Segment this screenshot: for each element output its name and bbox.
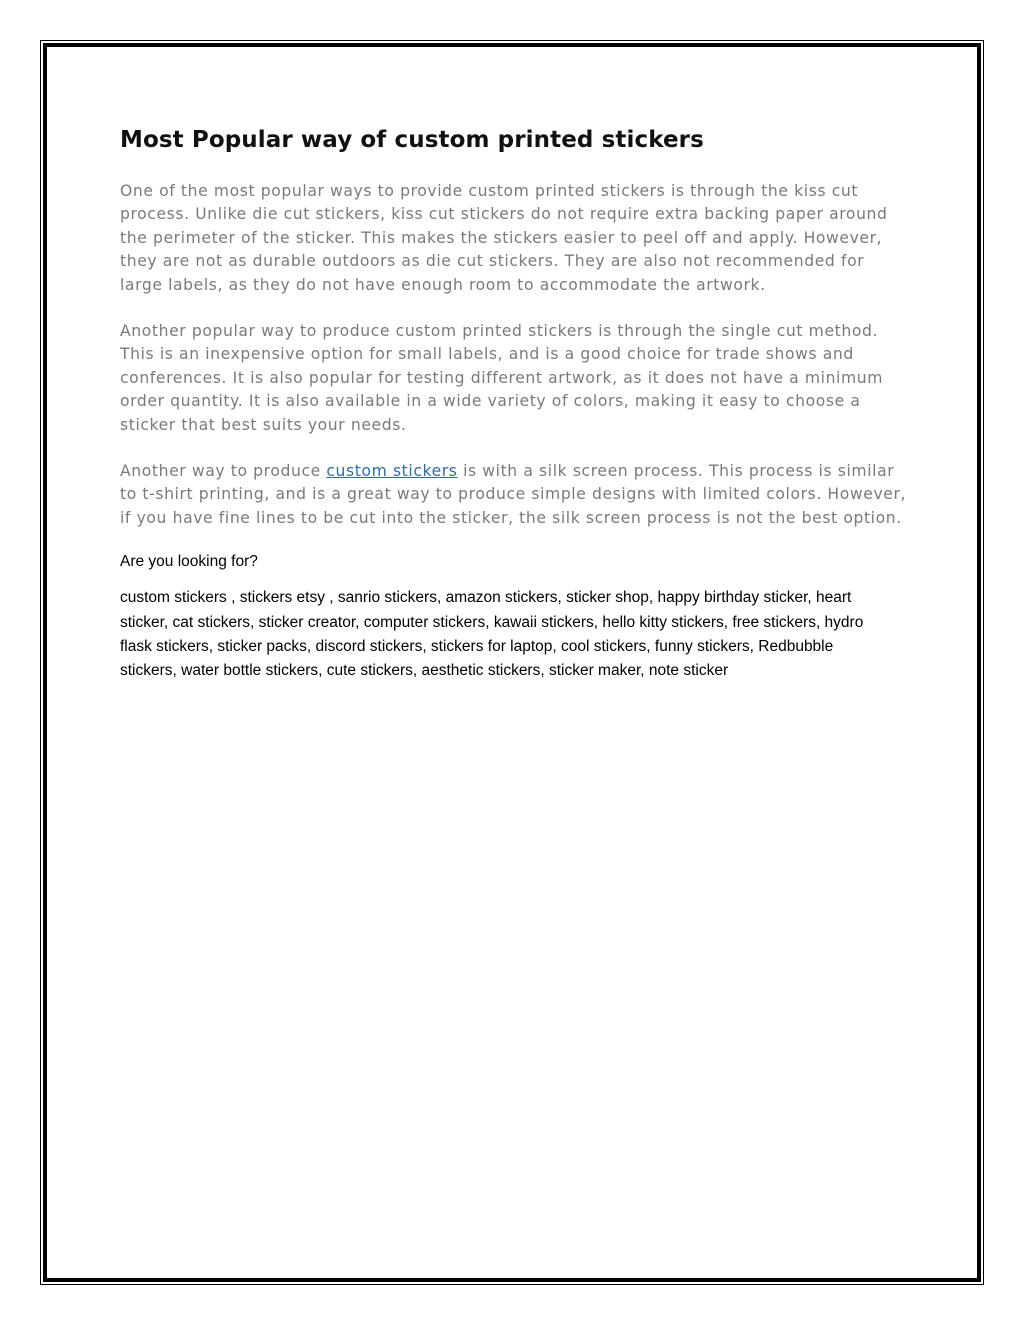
paragraph-silk-screen-after: is with a silk screen process. This process is similar to t-shirt printing, and is a great way to produce simple designs with limited colors. However, if you have fine lines to be cut into the sticker, the silk screen process is not the best option.	[120, 462, 907, 527]
paragraph-silk-screen-before: Another way to produce	[120, 462, 327, 481]
keywords-list: custom stickers , stickers etsy , sanrio stickers, amazon stickers, sticker shop, happy birthday sticker, heart sticker, cat stickers, sticker creator, computer stickers, kawaii stickers, hello kitty stickers, free stickers, hydro flask stickers, sticker packs, discord stickers, stickers for laptop, cool stickers, funny stickers, Redbubble stickers, water bottle stickers, cute stickers, aesthetic stickers, sticker maker, note sticker	[120, 589, 864, 680]
paragraph-silk-screen	[120, 460, 910, 530]
custom-stickers-link[interactable]: custom stickers	[326, 462, 458, 481]
paragraph-single-cut: Another popular way to produce custom printed stickers is through the single cut method. This is an inexpensive option for small labels, and is a good choice for trade shows and conferences. It is also popular for testing different artwork, as it does not have a minimum order quantity. It is also available in a wide variety of colors, making it easy to choose a sticker that best suits your needs.	[120, 322, 884, 434]
paragraph-kiss-cut: One of the most popular ways to provide custom printed stickers is through the kiss cut process. Unlike die cut stickers, kiss cut stickers do not require extra backing paper around the perimeter of the sticker. This makes the stickers easier to peel off and apply. However, they are not as durable outdoors as die cut stickers. They are also not recommended for large labels, as they do not have enough room to accommodate the artwork.	[120, 182, 888, 294]
looking-for-heading: Are you looking for?	[120, 553, 258, 571]
document-content	[120, 122, 910, 683]
page-title: Most Popular way of custom printed stickers	[120, 127, 704, 153]
